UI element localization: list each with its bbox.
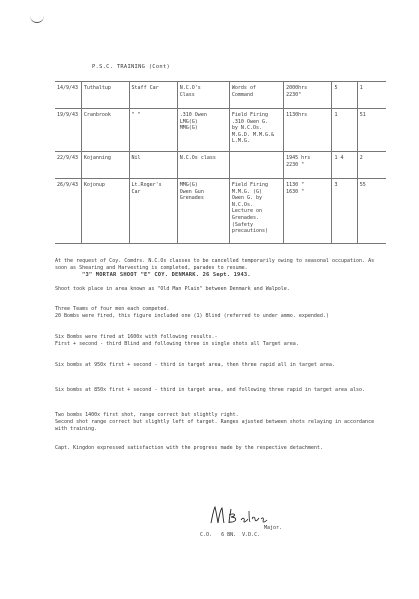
- signature-rank: Major.: [264, 525, 283, 531]
- table-cell: Field Firing .310 Owen G. by N.C.Os. M.G.D. M.M.G.& L.M.G.: [229, 109, 283, 152]
- table-row: [55, 109, 386, 152]
- table-cell: Staff Car: [129, 82, 177, 109]
- table-cell: 55: [357, 179, 386, 244]
- table-cell: Nil: [129, 152, 177, 179]
- table-cell: 2: [357, 152, 386, 179]
- paragraph-850x: Six bombs at 850x first + second - third in target area, and following three rapid in target area also.: [55, 387, 366, 393]
- table-cell: 5: [332, 82, 357, 109]
- punch-mark: [30, 14, 44, 23]
- paragraph-1600x: Six Bombs were fired at 1600x with following results.- First + second - third Blind and following three in single shots all Target area.: [55, 334, 299, 347]
- table-cell: 1945 hrs 2230 ": [284, 152, 332, 179]
- shoot-title: "3" MORTAR SHOOT "E" COY. DENMARK. 26 Sept. 1943.: [82, 272, 251, 278]
- table-cell: 1130 " 1630 ": [284, 179, 332, 244]
- table-cell: MMG(G) Owen Gun Grenades: [177, 179, 229, 244]
- table-cell: 1130hrs: [284, 109, 332, 152]
- table-cell: 1: [357, 82, 386, 109]
- paragraph-location: Shoot took place in area known as "Old Man Plain" between Denmark and Walpole.: [55, 286, 290, 292]
- table-cell: Lt.Roger's Car: [129, 179, 177, 244]
- table-cell: 2000hrs 2230": [284, 82, 332, 109]
- table-cell: Cranbrook: [81, 109, 129, 152]
- table-cell: N.C.O's Class: [177, 82, 229, 109]
- table-cell: N.C.Os class: [177, 152, 229, 179]
- handwritten-signature: [205, 505, 285, 527]
- footnote-paragraph: At the request of Coy. Comdrs. N.C.Os classes to be cancelled temporarily owing to seasonal occupation. As soon as Shearing and Harvesting is completed, parades to resume.: [55, 258, 375, 271]
- table-cell: Words of Command: [229, 82, 283, 109]
- table-cell: " ": [129, 109, 177, 152]
- table-cell: 1 4: [332, 152, 357, 179]
- table-cell: 22/9/43: [55, 152, 81, 179]
- signature-unit: C.O. 6 BN. V.D.C.: [200, 532, 261, 538]
- table-cell: .310 Owen LMG(G) MMG(G): [177, 109, 229, 152]
- table-cell: 1: [332, 109, 357, 152]
- table-cell: Kojanning: [81, 152, 129, 179]
- table-cell: Tuthaltup: [81, 82, 129, 109]
- table-cell: [229, 152, 283, 179]
- table-cell: Kojonup: [81, 179, 129, 244]
- signature-block: [200, 525, 318, 539]
- section-heading: P.S.C. TRAINING (Cont): [92, 64, 170, 70]
- table-cell: 3: [332, 179, 357, 244]
- paragraph-950x: Six bombs at 950x first + second - third in target area, then three rapid all in target area.: [55, 362, 335, 368]
- table-row: [55, 152, 386, 179]
- table-cell: 19/9/43: [55, 109, 81, 152]
- training-log-table: [55, 81, 386, 244]
- table-row: [55, 82, 386, 109]
- paragraph-satisfaction: Capt. Kingdon expressed satisfaction with the progress made by the respective detachment.: [55, 445, 323, 451]
- paragraph-teams: Three Teams of four men each competed. 20 Bombs were fired, this figure included one (1) Blind (referred to under ammo. expended.): [55, 306, 329, 319]
- paragraph-1400x: Two bombs 1400x first shot, range correct but slightly right. Second shot range correct but slightly left of target. Ranges ajusted between shots relaying in accordance with training.: [55, 412, 375, 432]
- table-row: [55, 179, 386, 244]
- table-cell: 51: [357, 109, 386, 152]
- table-cell: Field Firing M.M.G. (G) Owen G. by N.C.Os. Lecture on Grenades. (Safety precautions): [229, 179, 283, 244]
- table-cell: 26/9/43: [55, 179, 81, 244]
- table-cell: 14/9/43: [55, 82, 81, 109]
